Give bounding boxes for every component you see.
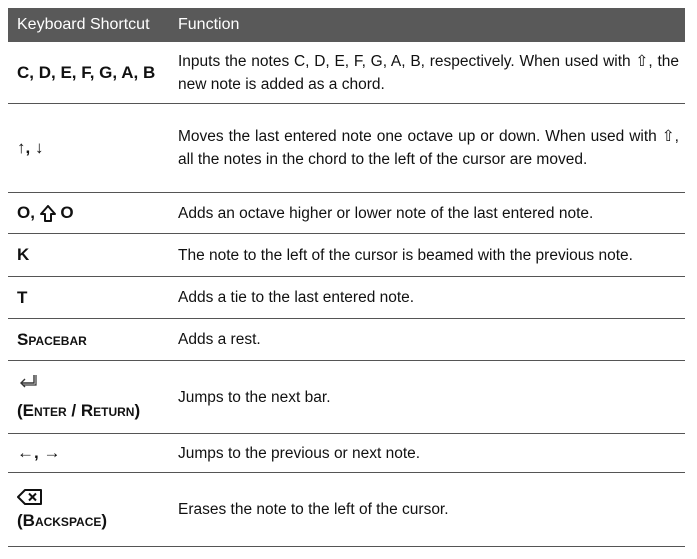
table-row bbox=[8, 361, 685, 434]
shortcut-function: The note to the left of the cursor is beamed with the previous note. bbox=[178, 246, 633, 264]
table-row bbox=[8, 234, 685, 277]
shortcut-key: T bbox=[17, 287, 28, 307]
table-row bbox=[8, 473, 685, 547]
shortcut-key: (Enter / Return) bbox=[8, 361, 169, 433]
table-row bbox=[8, 104, 685, 193]
shortcut-function: Jumps to the next bar. bbox=[178, 388, 331, 406]
shortcut-table bbox=[8, 8, 685, 547]
shortcut-function: Moves the last entered note one octave up or down. When used with ⇧, all the notes in the chord to the left of the cursor are moved. bbox=[178, 128, 679, 168]
shift-icon bbox=[40, 205, 56, 223]
shortcut-key: K bbox=[17, 245, 30, 264]
shortcut-key: (Backspace) bbox=[8, 473, 169, 546]
table-row bbox=[8, 193, 685, 234]
table-row bbox=[8, 277, 685, 319]
table-row bbox=[8, 434, 685, 473]
shortcut-key: O, O bbox=[17, 203, 74, 222]
backspace-icon bbox=[17, 489, 43, 505]
shortcut-key: ↑, ↓ bbox=[17, 138, 44, 157]
table-header bbox=[8, 8, 685, 42]
shortcut-function: Adds a rest. bbox=[178, 331, 261, 348]
shortcut-function: Inputs the notes C, D, E, F, G, A, B, respectively. When used with ⇧, the new note is added as a chord. bbox=[178, 52, 679, 93]
shortcut-key: ←, → bbox=[17, 443, 61, 462]
shortcut-key: C, D, E, F, G, A, B bbox=[17, 62, 156, 82]
shortcut-function: Adds a tie to the last entered note. bbox=[178, 289, 415, 306]
table-row bbox=[8, 319, 685, 361]
shortcut-key: Spacebar bbox=[17, 329, 87, 349]
shortcut-function: Adds an octave higher or lower note of the last entered note. bbox=[178, 204, 594, 222]
header-function: Function bbox=[178, 16, 240, 33]
shortcut-function: Erases the note to the left of the cursor. bbox=[178, 501, 449, 518]
enter-return-icon bbox=[17, 373, 39, 393]
shortcut-function: Jumps to the previous or next note. bbox=[178, 444, 421, 462]
header-keyboard-shortcut: Keyboard Shortcut bbox=[17, 16, 150, 33]
table-row bbox=[8, 42, 685, 104]
